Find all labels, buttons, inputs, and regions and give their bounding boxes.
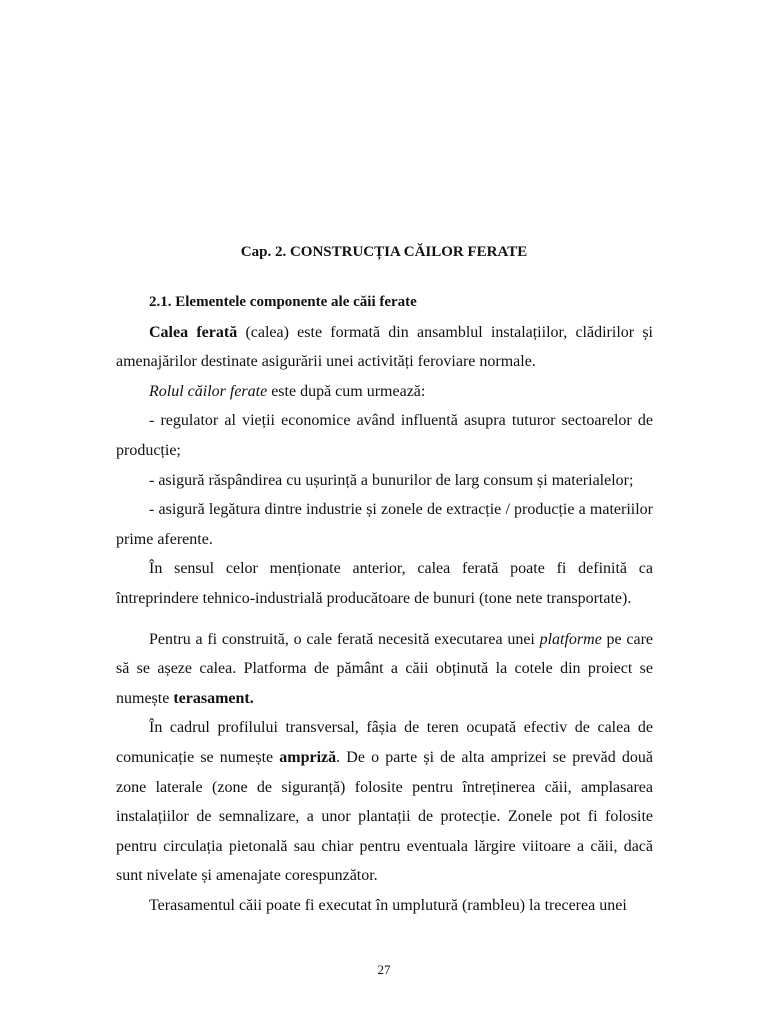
chapter-title: Cap. 2. CONSTRUCȚIA CĂILOR FERATE (240, 244, 528, 260)
paragraph-text: (calea) este formată din ansamblul instalațiilor, clădirilor și amenajărilor destinate asigurării unei activități feroviare normale. (116, 323, 653, 371)
paragraph-ampriza (116, 713, 653, 891)
list-item: - asigură răspândirea cu ușurință a bunurilor de larg consum și materialelor; (149, 471, 634, 489)
term-platforme: platforme (539, 630, 602, 648)
term-calea-ferata: Calea ferată (149, 323, 238, 341)
page-number: 27 (377, 962, 391, 977)
paragraph-text: . De o parte și de alta amprizei se prevăd două zone laterale (zone de siguranță) folosite pentru întreținerea căii, amplasarea instalațiilor de semnalizare, a unor plantații de protecție. Zonele pot fi folosite pentru circulația pietonală sau chiar pentru eventuala lărgire viitoare a căii, dacă sunt nivelate și amenajate corespunzător. (116, 748, 653, 885)
list-item: - asigură legătura dintre industrie și zonele de extracție / producție a materiilor prime aferente. (116, 501, 653, 548)
term-ampriza: ampriză (279, 748, 337, 766)
paragraph-calea-ferata (116, 318, 653, 377)
list-item: - regulator al vieții economice având influentă asupra tuturor sectoarelor de producție; (116, 412, 653, 459)
body-text (116, 288, 653, 920)
paragraph-definition: În sensul celor menționate anterior, calea ferată poate fi definită ca întreprindere tehnico-industrială producătoare de bunuri (tone nete transportate). (116, 560, 653, 607)
paragraph-text: este după cum urmează: (267, 382, 426, 400)
paragraph-text: Pentru a fi construită, o cale ferată necesită executarea unei (149, 630, 540, 648)
term-rolul: Rolul căilor ferate (149, 382, 268, 400)
paragraph-platforma (116, 625, 653, 714)
paragraph-terasament: Terasamentul căii poate fi executat în umplutură (rambleu) la trecerea unei (149, 896, 627, 914)
paragraph-rolul (116, 377, 653, 407)
paragraph-text: pe care să se așeze calea. Platforma de pământ a căii obținută la cotele din proiect se numește (116, 630, 653, 707)
term-terasament: terasament. (173, 689, 254, 707)
section-title: 2.1. Elementele componente ale căii ferate (149, 294, 417, 310)
paragraph-text: În cadrul profilului transversal, fâșia de teren ocupată efectiv de calea de comunicație se numește (116, 719, 653, 766)
